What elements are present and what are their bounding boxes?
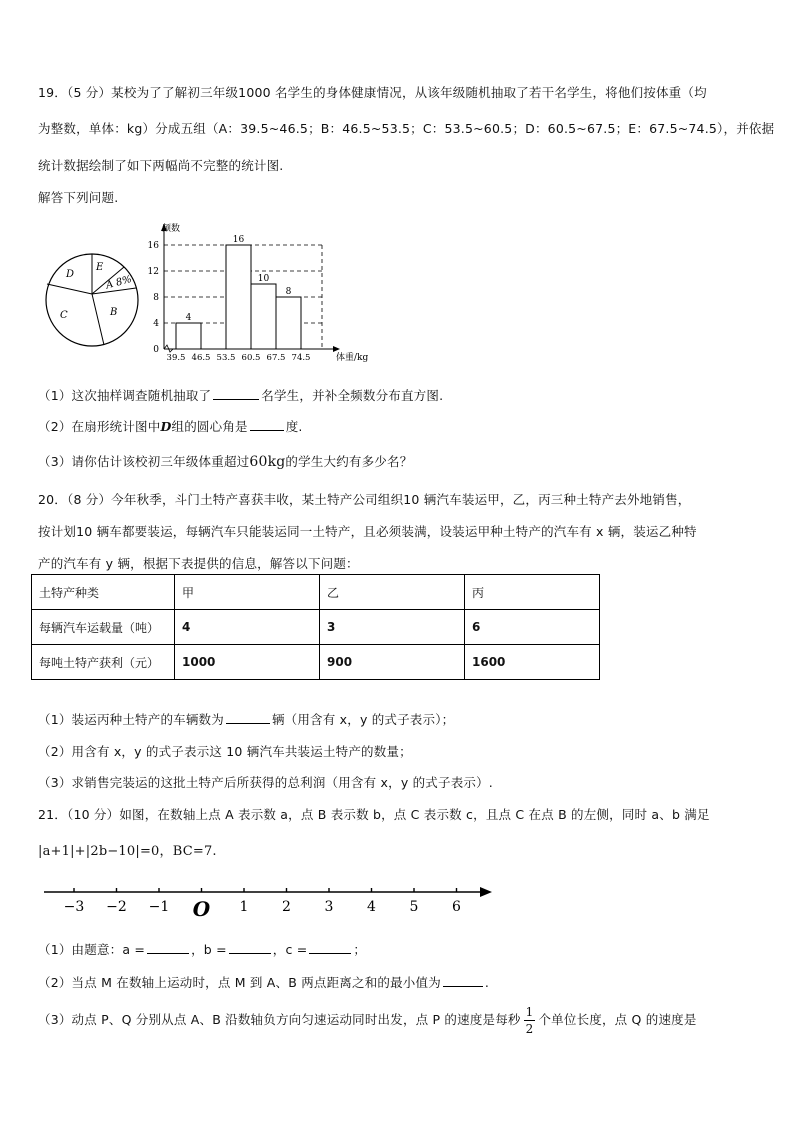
- number-line: [40, 880, 500, 920]
- pie-label-a: A 8%: [104, 273, 134, 292]
- q21-sub1-blank-a[interactable]: [147, 941, 189, 954]
- x-axis-label: 体重/kg: [336, 353, 369, 363]
- q20-sub1: [38, 710, 454, 728]
- y-tick-label: 4: [153, 319, 159, 329]
- q19-sub2-text-b: 组的圆心角是: [171, 419, 248, 434]
- q21-line1: 21．（10 分）如图，在数轴上点 A 表示数 a，点 B 表示数 b，点 C 表示数 c，且点 C 在点 B 的左侧，同时 a、b 满足: [38, 807, 710, 822]
- table-cell: 6: [465, 610, 600, 645]
- q21-sub1-text-c: ，c =: [272, 942, 308, 957]
- q19-line1: 19．（5 分）某校为了了解初三年级1000 名学生的身体健康情况，从该年级随机抽取了若干名学生，将他们按体重（均: [38, 85, 707, 100]
- histogram-bar: [251, 284, 276, 349]
- x-tick-label: 74.5: [291, 353, 311, 363]
- table-cell: 乙: [320, 575, 465, 610]
- q20-sub2: （2）用含有 x，y 的式子表示这 10 辆汽车共装运土特产的数量；: [38, 744, 412, 759]
- q20-line2: 按计划10 辆车都要装运，每辆汽车只能装运同一土特产，且必须装满，设装运甲种土特产的汽车有 x 辆，装运乙种特: [38, 524, 697, 539]
- q20-sub1-text-b: 辆（用含有 x，y 的式子表示）；: [271, 712, 455, 727]
- table-cell: 1600: [465, 645, 600, 680]
- q19-sub2-group: D: [160, 419, 172, 434]
- histogram-bar: [226, 245, 251, 349]
- bar-value-label: 8: [285, 287, 292, 297]
- table-cell: 每辆汽车运载量（吨）: [32, 610, 175, 645]
- q19-sub1-blank[interactable]: [213, 387, 259, 400]
- q21-sub1-blank-c[interactable]: [309, 941, 351, 954]
- pie-chart: [38, 250, 148, 350]
- number-line-label: 5: [409, 899, 419, 915]
- q21-sub2: [38, 973, 489, 991]
- q21-sub1-text-d: ；: [353, 942, 367, 957]
- x-tick-label: 46.5: [191, 353, 211, 363]
- fraction-numerator: 1: [525, 1005, 534, 1019]
- fraction-half: [524, 1004, 536, 1037]
- q21-sub1-text-b: ，b =: [191, 942, 227, 957]
- number-line-label: −2: [106, 899, 127, 915]
- number-line-label: −3: [63, 899, 85, 915]
- q20-sub3: （3）求销售完装运的这批土特产后所获得的总利润（用含有 x，y 的式子表示）.: [38, 775, 493, 790]
- table-cell: 甲: [175, 575, 320, 610]
- q19-line3: 统计数据绘制了如下两幅尚不完整的统计图.: [38, 158, 284, 173]
- table-cell: 1000: [175, 645, 320, 680]
- number-line-label: 4: [367, 899, 376, 915]
- histogram-bar: [276, 297, 301, 349]
- q19-sub1-text-b: 名学生，并补全频数分布直方图.: [261, 388, 444, 403]
- q19-sub1: [38, 386, 443, 404]
- q19-sub2-blank[interactable]: [250, 418, 284, 431]
- q19-sub3-text-a: （3）请你估计该校初三年级体重超过: [38, 454, 250, 469]
- q19-sub1-text-a: （1）这次抽样调查随机抽取了: [38, 388, 212, 403]
- produce-table: [31, 574, 600, 680]
- number-line-label: 6: [452, 899, 461, 915]
- table-cell: 每吨土特产获利（元）: [32, 645, 175, 680]
- q19-line4: 解答下列问题.: [38, 190, 119, 205]
- number-line-label: 2: [282, 899, 291, 915]
- bar-value-label: 10: [257, 274, 270, 284]
- table-cell: 土特产种类: [32, 575, 175, 610]
- q21-sub2-text-a: （2）当点 M 在数轴上运动时，点 M 到 A、B 两点距离之和的最小值为: [38, 975, 441, 990]
- number-line-label: 3: [324, 899, 334, 915]
- table-row: [32, 575, 600, 610]
- q20-sub1-text-a: （1）装运丙种土特产的车辆数为: [38, 712, 224, 727]
- q21-sub1-text-a: （1）由题意：a =: [38, 942, 146, 957]
- histogram-chart: [140, 222, 380, 367]
- q21-sub2-blank[interactable]: [443, 974, 483, 987]
- table-cell: 4: [175, 610, 320, 645]
- pie-label-b: B: [110, 307, 118, 318]
- table-cell: 3: [320, 610, 465, 645]
- x-tick-label: 53.5: [216, 353, 236, 363]
- bar-value-label: 16: [232, 235, 245, 245]
- pie-label-d: D: [66, 269, 75, 280]
- x-tick-label: 39.5: [166, 353, 186, 363]
- table-row: [32, 645, 600, 680]
- q21-sub1-blank-b[interactable]: [229, 941, 271, 954]
- x-tick-label: 67.5: [266, 353, 286, 363]
- q21-sub1: [38, 940, 366, 958]
- q19-sub2: [38, 417, 303, 435]
- number-line-label: −1: [148, 899, 170, 915]
- table-row: [32, 610, 600, 645]
- q19-sub3-text-b: 的学生大约有多少名？: [285, 454, 413, 469]
- q21-sub3-text-a: （3）动点 P、Q 分别从点 A、B 沿数轴负方向匀速运动同时出发，点 P 的速度是每秒: [38, 1012, 521, 1027]
- q20-sub1-blank[interactable]: [226, 711, 270, 724]
- histogram-bar: [176, 323, 201, 349]
- pie-label-c: C: [60, 310, 68, 321]
- q20-line1: 20．（8 分）今年秋季，斗门土特产喜获丰收，某土特产公司组织10 辆汽车装运甲，乙，丙三种土特产去外地销售，: [38, 492, 691, 507]
- q19-sub3: [38, 452, 412, 470]
- y-axis-label: 频数: [162, 224, 181, 234]
- fraction-denominator: 2: [525, 1022, 534, 1036]
- y-tick-label: 16: [147, 241, 159, 251]
- pie-label-e: E: [96, 262, 104, 273]
- bar-value-label: 4: [185, 313, 192, 323]
- y-tick-label: 0: [153, 345, 159, 355]
- y-tick-label: 8: [153, 293, 159, 303]
- number-line-label: O: [192, 897, 211, 920]
- q21-sub2-text-b: .: [484, 975, 490, 990]
- x-axis-arrow: [333, 346, 340, 352]
- x-tick-label: 60.5: [241, 353, 261, 363]
- q19-line2: 为整数，单体：kg）分成五组（A：39.5~46.5；B：46.5~53.5；C：53.5~60.5；D：60.5~67.5；E：67.5~74.5），并依据: [38, 121, 775, 136]
- number-line-label: 1: [239, 899, 249, 915]
- table-cell: 丙: [465, 575, 600, 610]
- q19-sub3-unit: 60kg: [249, 454, 286, 470]
- q19-sub2-text-a: （2）在扇形统计图中: [38, 419, 161, 434]
- q21-sub3: [38, 1004, 697, 1037]
- q19-sub2-text-c: 度.: [285, 419, 303, 434]
- q20-line3: 产的汽车有 y 辆，根据下表提供的信息，解答以下问题：: [38, 556, 359, 571]
- q21-line2: |a+1|+|2b−10|=0，BC=7.: [38, 844, 217, 859]
- y-tick-label: 12: [147, 267, 159, 277]
- table-cell: 900: [320, 645, 465, 680]
- q21-sub3-text-b: 个单位长度，点 Q 的速度是: [538, 1012, 697, 1027]
